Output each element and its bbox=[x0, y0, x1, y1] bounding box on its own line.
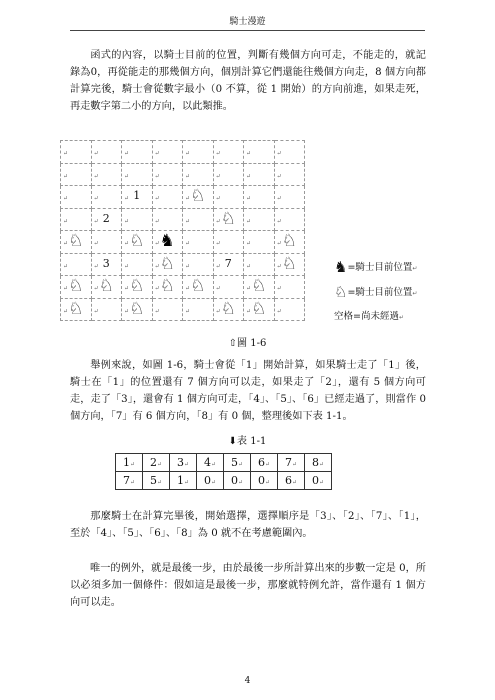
direction-cell-value: 3 bbox=[176, 456, 184, 469]
legend-visited: ♘=騎士目前位置↵ bbox=[334, 283, 418, 301]
board-cell bbox=[152, 298, 183, 321]
direction-cell: 4↵ bbox=[197, 454, 224, 472]
direction-cell: 1↵ bbox=[116, 454, 143, 472]
board-cell bbox=[91, 253, 122, 276]
paragraph-mark: ↵ bbox=[63, 240, 69, 247]
board-cell bbox=[61, 141, 92, 164]
board-cell bbox=[244, 141, 275, 164]
paragraph-mark: ↵ bbox=[93, 285, 99, 292]
white-knight-icon: ♘ bbox=[68, 276, 84, 297]
board-cell bbox=[274, 276, 305, 299]
board-cell bbox=[91, 141, 122, 164]
paragraph-mark: ↵ bbox=[276, 307, 282, 315]
board-cell bbox=[183, 298, 214, 321]
paragraph-mark: ↵ bbox=[93, 307, 99, 315]
board-cell bbox=[213, 276, 244, 299]
board-cell bbox=[274, 208, 305, 231]
paragraph-3 bbox=[70, 508, 426, 542]
board-cell bbox=[152, 163, 183, 186]
board-cell bbox=[183, 231, 214, 254]
direction-cell-value: 1 bbox=[122, 456, 130, 469]
direction-number: 1 bbox=[133, 189, 141, 203]
board-cell bbox=[274, 163, 305, 186]
table-caption-text: 表 1-1 bbox=[237, 436, 267, 447]
paragraph-mark: ↵ bbox=[124, 307, 130, 315]
board-cell bbox=[244, 163, 275, 186]
paragraph-mark: ↵ bbox=[154, 307, 160, 315]
count-cell: 7↵ bbox=[116, 472, 143, 490]
paragraph-mark: ↵ bbox=[63, 285, 69, 292]
white-knight-icon: ♘ bbox=[334, 283, 348, 301]
count-cell: 0↵ bbox=[251, 472, 278, 490]
paragraph-mark: ↵ bbox=[63, 307, 69, 315]
direction-cell-value: 5 bbox=[230, 456, 238, 469]
count-cell-value: 6 bbox=[284, 474, 292, 487]
direction-cell: 5↵ bbox=[224, 454, 251, 472]
board-row bbox=[61, 208, 305, 231]
board-cell bbox=[122, 298, 153, 321]
count-cell-value: 5 bbox=[149, 474, 157, 487]
paragraph-mark: ↵ bbox=[185, 262, 191, 270]
legend-empty-label: 空格=尚未經過 bbox=[334, 311, 399, 322]
board-cell bbox=[183, 186, 214, 209]
white-knight-icon: ♘ bbox=[129, 231, 145, 252]
paragraph-2 bbox=[70, 357, 426, 425]
count-cell: 0↵ bbox=[224, 472, 251, 490]
board-cell bbox=[244, 298, 275, 321]
board-cell bbox=[152, 208, 183, 231]
board-cell bbox=[91, 208, 122, 231]
board-cell bbox=[183, 208, 214, 231]
board-cell bbox=[183, 276, 214, 299]
board-cell bbox=[91, 163, 122, 186]
count-cell-value: 7 bbox=[122, 474, 130, 487]
direction-cell: 2↵ bbox=[143, 454, 170, 472]
paragraph-mark: ↵ bbox=[215, 150, 221, 157]
paragraph-mark: ↵ bbox=[63, 150, 69, 157]
paragraph-mark: ↵ bbox=[215, 217, 221, 225]
direction-cell-value: 4 bbox=[203, 456, 211, 469]
count-cell: 0↵ bbox=[305, 472, 332, 490]
paragraph-4 bbox=[70, 560, 426, 611]
board-cell bbox=[244, 186, 275, 209]
direction-cell-value: 6 bbox=[257, 456, 265, 469]
table-row bbox=[116, 472, 332, 490]
board-cell bbox=[244, 276, 275, 299]
count-cell-value: 0 bbox=[203, 474, 211, 487]
paragraph-mark: ↵ bbox=[124, 150, 130, 157]
paragraph-mark: ↵ bbox=[124, 262, 130, 270]
paragraph-mark: ↵ bbox=[124, 285, 130, 292]
direction-number: 7 bbox=[224, 256, 232, 270]
white-knight-icon: ♘ bbox=[129, 298, 145, 319]
white-knight-icon: ♘ bbox=[251, 298, 267, 319]
board-cell bbox=[122, 208, 153, 231]
paragraph-mark: ↵ bbox=[246, 285, 252, 292]
up-arrow-outline-icon: ⇧ bbox=[228, 338, 238, 349]
board-cell bbox=[274, 141, 305, 164]
paragraph-mark: ↵ bbox=[276, 172, 282, 180]
board-cell bbox=[244, 253, 275, 276]
board-cell bbox=[152, 231, 183, 254]
table-caption bbox=[0, 432, 495, 447]
white-knight-icon: ♘ bbox=[68, 298, 84, 319]
paragraph-mark: ↵ bbox=[185, 150, 191, 157]
white-knight-icon: ♘ bbox=[190, 276, 206, 297]
paragraph-mark: ↵ bbox=[93, 150, 99, 157]
white-knight-icon: ♘ bbox=[220, 298, 236, 319]
board-cell bbox=[274, 186, 305, 209]
paragraph-mark: ↵ bbox=[246, 150, 252, 157]
legend-empty: 空格=尚未經過↵ bbox=[334, 311, 404, 322]
paragraph-mark: ↵ bbox=[93, 195, 99, 202]
white-knight-icon: ♘ bbox=[220, 208, 236, 229]
white-knight-icon: ♘ bbox=[251, 276, 267, 297]
board-cell bbox=[122, 276, 153, 299]
black-knight-icon: ♞ bbox=[159, 231, 175, 252]
board-cell bbox=[122, 186, 153, 209]
board-row bbox=[61, 141, 305, 164]
board-cell bbox=[213, 141, 244, 164]
paragraph-mark: ↵ bbox=[215, 307, 221, 315]
count-cell: 1↵ bbox=[170, 472, 197, 490]
board-row bbox=[61, 163, 305, 186]
paragraph-mark: ↵ bbox=[185, 172, 191, 180]
board-cell bbox=[152, 253, 183, 276]
white-knight-icon: ♘ bbox=[98, 276, 114, 297]
page-number: 4 bbox=[244, 676, 251, 686]
board-row bbox=[61, 186, 305, 209]
direction-cell: 6↵ bbox=[251, 454, 278, 472]
board-cell bbox=[61, 208, 92, 231]
board-cell bbox=[244, 231, 275, 254]
count-cell-value: 0 bbox=[257, 474, 265, 487]
paragraph-mark: ↵ bbox=[215, 195, 221, 202]
count-cell: 6↵ bbox=[278, 472, 305, 490]
board-cell bbox=[122, 231, 153, 254]
white-knight-icon: ♘ bbox=[190, 186, 206, 207]
board-cell bbox=[91, 186, 122, 209]
white-knight-icon: ♘ bbox=[159, 253, 175, 274]
board-cell bbox=[152, 186, 183, 209]
legend-visited-label: =騎士目前位置 bbox=[347, 287, 413, 298]
board-cell bbox=[274, 298, 305, 321]
paragraph-mark: ↵ bbox=[154, 262, 160, 270]
count-cell-value: 1 bbox=[176, 474, 184, 487]
board-cell bbox=[61, 163, 92, 186]
board-cell bbox=[122, 163, 153, 186]
figure-caption-text: 圖 1-6 bbox=[237, 338, 267, 349]
board-cell bbox=[213, 253, 244, 276]
board-cell bbox=[213, 163, 244, 186]
board-cell bbox=[122, 253, 153, 276]
paragraph-mark: ↵ bbox=[215, 285, 221, 292]
board-cell bbox=[91, 298, 122, 321]
paragraph-mark: ↵ bbox=[154, 240, 160, 247]
paragraph-mark: ↵ bbox=[63, 172, 69, 180]
paragraph-mark: ↵ bbox=[185, 285, 191, 292]
board-cell bbox=[61, 298, 92, 321]
direction-number: 2 bbox=[102, 211, 110, 225]
paragraph-mark: ↵ bbox=[185, 240, 191, 247]
paragraph-mark: ↵ bbox=[246, 307, 252, 315]
paragraph-1-text: 函式的內容，以騎士目前的位置，判斷有幾個方向可走，不能走的，就記錄為0，再從能走的那幾個方向，個別計算它們還能往幾個方向走，8 個方向都計算完後，騎士會從數字最小（0 不算，從 1 開始）的方向前進，如果走死，再走數字第二小的方向，以此類推。 bbox=[70, 50, 426, 112]
black-knight-icon: ♞ bbox=[334, 258, 348, 276]
board-cell bbox=[61, 253, 92, 276]
board-cell bbox=[61, 231, 92, 254]
paragraph-mark: ↵ bbox=[246, 240, 252, 247]
paragraph-mark: ↵ bbox=[246, 217, 252, 225]
direction-cell: 7↵ bbox=[278, 454, 305, 472]
paragraph-mark: ↵ bbox=[276, 150, 282, 157]
paragraph-mark: ↵ bbox=[185, 217, 191, 225]
paragraph-mark: ↵ bbox=[63, 262, 69, 270]
board-cell bbox=[183, 141, 214, 164]
paragraph-mark: ↵ bbox=[276, 217, 282, 225]
board-cell bbox=[213, 208, 244, 231]
board-cell bbox=[152, 141, 183, 164]
paragraph-mark: ↵ bbox=[215, 262, 221, 270]
paragraph-mark: ↵ bbox=[246, 195, 252, 202]
board-cell bbox=[91, 276, 122, 299]
direction-table bbox=[115, 453, 332, 490]
direction-cell: 3↵ bbox=[170, 454, 197, 472]
paragraph-mark: ↵ bbox=[124, 172, 130, 180]
paragraph-mark: ↵ bbox=[124, 240, 130, 247]
board-cell bbox=[61, 186, 92, 209]
knight-board bbox=[60, 140, 305, 321]
paragraph-mark: ↵ bbox=[246, 262, 252, 270]
board-cell bbox=[183, 163, 214, 186]
paragraph-mark: ↵ bbox=[215, 240, 221, 247]
board-cell bbox=[244, 208, 275, 231]
white-knight-icon: ♘ bbox=[281, 253, 297, 274]
board-cell bbox=[152, 276, 183, 299]
paragraph-2-text: 舉例來說，如圖 1-6，騎士會從「1」開始計算，如果騎士走了「1」後，騎士在「1」的位置還有 7 個方向可以走，如果走了「2」，還有 5 個方向可走，走了「3」，還會有 1 個方向可走，「4」、「5」、「6」已經走過了，則當作 0 個方向，「7」有 6 個方向，「8」有 0 個，整理後如下表 1-1。 bbox=[70, 360, 426, 422]
paragraph-mark: ↵ bbox=[276, 240, 282, 247]
board-cell bbox=[274, 231, 305, 254]
paragraph-mark: ↵ bbox=[154, 195, 160, 202]
count-cell: 5↵ bbox=[143, 472, 170, 490]
board-row bbox=[61, 298, 305, 321]
board-cell bbox=[91, 231, 122, 254]
paragraph-3-text: 那麼騎士在計算完畢後，開始選擇，選擇順序是「3」、「2」、「7」、「1」，至於「4」、「5」、「6」、「8」為 0 就不在考慮範圍內。 bbox=[70, 511, 426, 539]
paragraph-1 bbox=[70, 47, 426, 115]
board-row bbox=[61, 276, 305, 299]
paragraph-mark: ↵ bbox=[154, 150, 160, 157]
direction-cell-value: 8 bbox=[311, 456, 319, 469]
paragraph-mark: ↵ bbox=[93, 217, 99, 225]
direction-cell: 8↵ bbox=[305, 454, 332, 472]
white-knight-icon: ♘ bbox=[159, 276, 175, 297]
paragraph-mark: ↵ bbox=[276, 262, 282, 270]
paragraph-mark: ↵ bbox=[276, 195, 282, 202]
paragraph-mark: ↵ bbox=[154, 217, 160, 225]
direction-number: 3 bbox=[102, 256, 110, 270]
white-knight-icon: ♘ bbox=[129, 276, 145, 297]
paragraph-mark: ↵ bbox=[185, 195, 191, 202]
paragraph-mark: ↵ bbox=[246, 172, 252, 180]
count-cell: 0↵ bbox=[197, 472, 224, 490]
paragraph-mark: ↵ bbox=[124, 217, 130, 225]
paragraph-mark: ↵ bbox=[154, 172, 160, 180]
running-header: 騎士漫遊 bbox=[229, 17, 266, 27]
board-cell bbox=[213, 298, 244, 321]
board-cell bbox=[61, 276, 92, 299]
legend-current: ♞=騎士目前位置↵ bbox=[334, 258, 418, 276]
paragraph-mark: ↵ bbox=[93, 172, 99, 180]
direction-cell-value: 2 bbox=[149, 456, 157, 469]
paragraph-mark: ↵ bbox=[63, 195, 69, 202]
paragraph-4-text: 唯一的例外，就是最後一步，由於最後一步所計算出來的步數一定是 0，所以必須多加一個條件：假如這是最後一步，那麼就特例允許，當作還有 1 個方向可以走。 bbox=[70, 563, 426, 608]
table-row bbox=[116, 454, 332, 472]
white-knight-icon: ♘ bbox=[281, 231, 297, 252]
count-cell-value: 0 bbox=[230, 474, 238, 487]
paragraph-mark: ↵ bbox=[215, 172, 221, 180]
board-row bbox=[61, 231, 305, 254]
header-rule bbox=[70, 30, 425, 31]
board-cell bbox=[122, 141, 153, 164]
down-arrow-icon: ⬇ bbox=[228, 436, 238, 447]
board-cell bbox=[274, 253, 305, 276]
paragraph-mark: ↵ bbox=[93, 262, 99, 270]
figure-caption bbox=[0, 334, 495, 349]
paragraph-mark: ↵ bbox=[276, 285, 282, 292]
paragraph-mark: ↵ bbox=[93, 240, 99, 247]
board-cell bbox=[183, 253, 214, 276]
board-cell bbox=[213, 231, 244, 254]
board-row bbox=[61, 253, 305, 276]
board-cell bbox=[213, 186, 244, 209]
paragraph-mark: ↵ bbox=[124, 195, 130, 202]
direction-cell-value: 7 bbox=[284, 456, 292, 469]
paragraph-mark: ↵ bbox=[154, 285, 160, 292]
paragraph-mark: ↵ bbox=[185, 307, 191, 315]
count-cell-value: 0 bbox=[311, 474, 319, 487]
paragraph-mark: ↵ bbox=[63, 217, 69, 225]
white-knight-icon: ♘ bbox=[68, 231, 84, 252]
legend-current-label: =騎士目前位置 bbox=[347, 262, 413, 273]
